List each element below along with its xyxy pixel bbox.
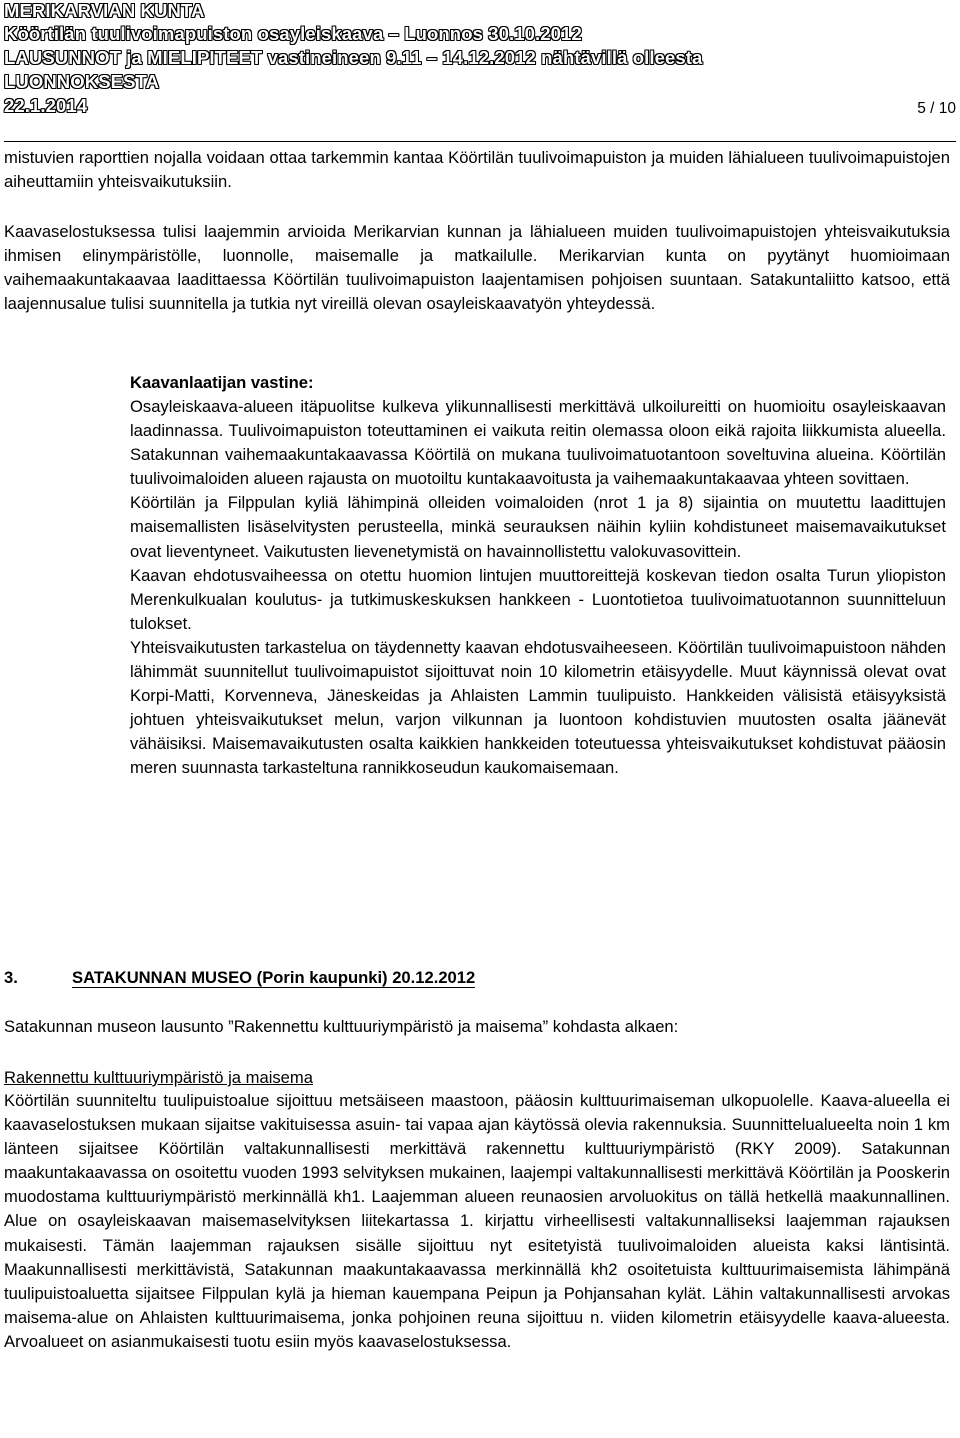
section-intro: Satakunnan museon lausunto ”Rakennettu kulttuuriympäristö ja maisema” kohdasta alkaen: bbox=[4, 1017, 679, 1036]
paragraph-continued: mistuvien raporttien nojalla voidaan ottaa tarkemmin kantaa Köörtilän tuulivoimapuiston ja muiden lähialueen tuulivoimapuistojen aiheuttamiin yhteisvaikutuksiin. bbox=[4, 148, 950, 192]
response-heading: Kaavanlaatijan vastine: bbox=[130, 373, 314, 392]
response-body bbox=[130, 395, 946, 781]
section-heading bbox=[4, 966, 475, 990]
paragraph-satakuntaliitto: Kaavaselostuksessa tulisi laajemmin arvioida Merikarvian kunnan ja lähialueen muiden tuulivoimapuistojen yhteisvaikutuksia ihmisen elinympäristölle, luonnolle, maisemalle ja matkailulle. Merikarvian kunta on pyytänyt huomioimaan vaihemaakuntakaavaa laadittaessa Köörtilän tuulivoimapuiston laajentamisen pohjoisen suuntaan. Satakuntaliitto katsoo, että laajennusalue tulisi suunnitella ja tutkia nyt vireillä olevan osayleiskaavatyön yhteydessä. bbox=[4, 222, 950, 314]
section-subheading: Rakennettu kulttuuriympäristö ja maisema bbox=[4, 1068, 313, 1087]
response-paragraph: Kaavan ehdotusvaiheessa on otettu huomion lintujen muuttoreittejä koskevan tiedon osalta Turun yliopiston Merenkulkualan koulutus- ja tutkimuskeskuksen hankkeen - Luontotietoa tuulivoimatuotannon suunnitteluun tulokset. bbox=[130, 565, 946, 633]
section-body: Köörtilän suunniteltu tuulipuistoalue sijoittuu metsäiseen maastoon, pääosin kulttuurimaiseman ulkopuolelle. Kaava-alueella ei kaavaselostuksen mukaan sijaitse vakituisessa asuin- tai vapaa ajan käytössä olevia rakennuksia. Suunnittelualueelta noin 1 km länteen sijaitsee Köörtilän valtakunnallisesti merkittävä rakennettu kulttuuriympäristö (RKY 2009). Satakunnan maakuntakaavassa on osoitettu vuoden 1993 selvityksen mukainen, laajempi valtakunnallisesti merkittävä Köörtilän ja Pooskerin muodostama kulttuuriympäristö merkinnällä kh1. Laajemman alueen reunaosien arvoluokitus on tällä hetkellä maakunnallinen. Alue on osayleiskaavan maisemaselvityksen liitekartassa 1. kirjattu virheellisesti valtakunnalliseksi laajemman rajauksen mukaisesti. Tämän laajemman rajauksen sisälle sijoittuu nyt esitetyistä tuulivoimaloiden alueista kaksi läntisintä. Maakunnallisesti merkittävistä, Satakunnan maakuntakaavassa merkinnällä kh2 osoitetuista kulttuurimaisemista lähimpänä tuulipuistoaluetta sijaitsee Filppulan kylä ja hieman kauempana Peipun ja Pohjansahan kylät. Lähin valtakunnallisesti arvokas maisema-alue on Ahlaisten kulttuurimaisema, jonka pohjoinen reuna sijoittuu n. viiden kilometrin etäisyydelle kaava-alueesta. Arvoalueet on asianmukaisesti tuotu esiin myös kaavaselostuksessa. bbox=[4, 1091, 950, 1351]
document-header bbox=[4, 0, 956, 118]
response-paragraph: Köörtilän ja Filppulan kyliä lähimpinä olleiden voimaloiden (nrot 1 ja 8) sijaintia on muutettu laadittujen maisemallisten lisäselvitysten perusteella, minkä seurauksen näihin kyliin kohdistuneet maisemavaikutukset ovat lieventyneet. Vaikutusten lievenetymistä on havainnollistettu valokuvasovittein. bbox=[130, 493, 946, 561]
header-municipality: MERIKARVIAN KUNTA bbox=[4, 0, 205, 21]
header-plan-title: Köörtilän tuulivoimapuiston osayleiskaava – Luonnos 30.10.2012 bbox=[4, 23, 582, 44]
response-paragraph: Osayleiskaava-alueen itäpuolitse kulkeva ylikunnallisesti merkittävä ulkoilureitti on huomioitu osayleiskaavan laadinnassa. Tuulivoimapuiston toteuttaminen ei vaikuta reitin olemassa oloon eikä rajoita liikkumista alueella. Satakunnan vaihemaakuntakaavassa Köörtilä on mukana tuulivoimatuotantoon soveltuvina alueina. Köörtilän tuulivoimaloiden alueen rajausta on muotoiltu kuntakaavoitusta ja vaihemaakuntakaavaa yhteen sovittaen. bbox=[130, 397, 946, 489]
section-title: SATAKUNNAN MUSEO (Porin kaupunki) 20.12.2012 bbox=[72, 968, 476, 987]
section-number: 3. bbox=[4, 968, 18, 987]
page-number: 5 / 10 bbox=[917, 100, 956, 117]
header-draft-label: LUONNOKSESTA bbox=[4, 71, 160, 92]
header-date: 22.1.2014 bbox=[4, 95, 88, 116]
response-paragraph: Yhteisvaikutusten tarkastelua on täydennetty kaavan ehdotusvaiheeseen. Köörtilän tuulivoimapuistoon nähden lähimmät suunnitellut tuulivoimapuistot sijoittuvat noin 10 kilometrin etäisyydelle. Muut käynnissä olevat ovat Korpi-Matti, Korvenneva, Jäneskeidas ja Ahlaisten Lammin tuulipuisto. Hankkeiden välisistä etäisyyksistä johtuen yhteisvaikutukset melun, varjon vilkunnan ja luontoon kohdistuvien muutosten osalta jäänevät vähäisiksi. Maisemavaikutusten osalta kaikkien hankkeiden toteutuessa yhteisvaikutukset kohdistuvat pääosin meren suunnasta tarkasteltuna rannikkoseudun kaukomaisemaan. bbox=[130, 637, 946, 778]
header-divider bbox=[4, 141, 956, 142]
header-statements-title: LAUSUNNOT ja MIELIPITEET vastineineen 9.11 – 14.12.2012 nähtävillä olleesta bbox=[4, 47, 703, 68]
